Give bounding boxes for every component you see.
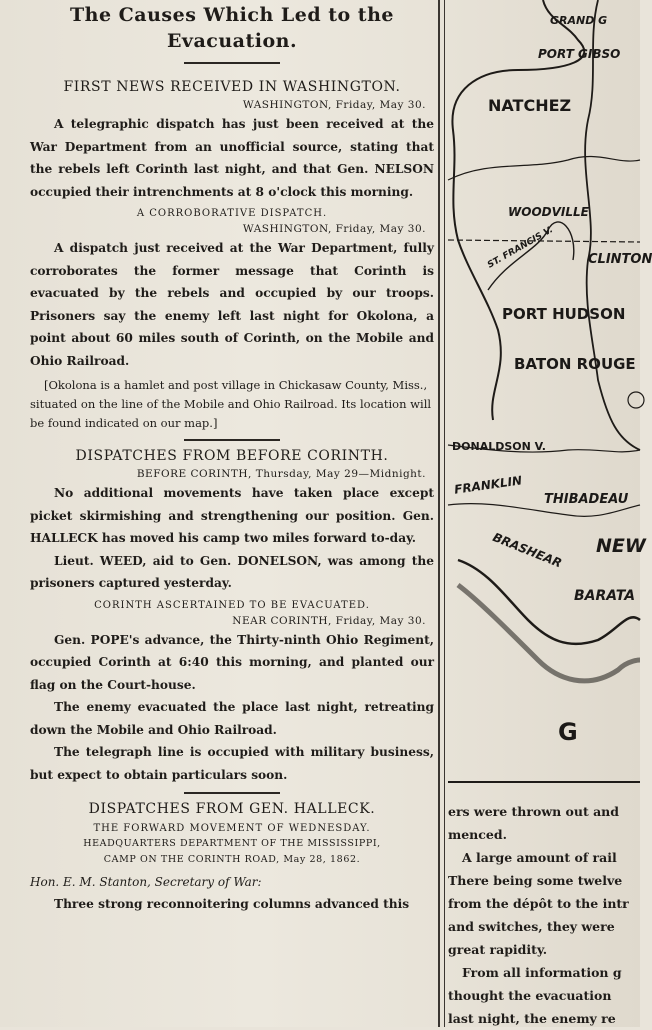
text-line: great rapidity. xyxy=(448,942,548,957)
paragraph: Gen. POPE's advance, the Thirty-ninth Ohio Regiment, occupied Corinth at 6:40 this morning, and planted our flag on the Court-house. xyxy=(30,632,434,692)
map-label: PORT HUDSON xyxy=(502,305,626,323)
section-first-news xyxy=(30,78,434,433)
paragraph: The enemy evacuated the place last night, retreating down the Mobile and Ohio Railroad. xyxy=(30,700,434,737)
paragraph: Lieut. WEED, aid to Gen. DONELSON, was among the prisoners captured yesterday. xyxy=(30,553,434,590)
text-line: There being some twelve xyxy=(448,873,623,888)
paragraph: A dispatch just received at the War Department, fully corroborates the former message that Corinth is evacuated by the rebels and occupied by our troops. Prisoners say the enemy left last night for Okolona, a point about 60 miles south of Corinth, on the Mobile and Ohio Railroad. xyxy=(30,241,434,368)
map-label: BARATA xyxy=(574,588,636,604)
headline-line-1: The Causes Which Led to the xyxy=(70,4,394,26)
paragraph: The telegraph line is occupied with military business, but expect to obtain particulars soon. xyxy=(30,745,434,782)
text-line: thought the evacuation xyxy=(448,988,612,1003)
section-halleck xyxy=(30,800,434,916)
article-column xyxy=(30,0,434,1027)
map-label: BRASHEAR xyxy=(490,530,564,571)
headline-line-2: Evacuation. xyxy=(166,30,298,52)
map-label: DONALDSON V. xyxy=(452,440,546,453)
headquarters-line: CAMP ON THE CORINTH ROAD, May 28, 1862. xyxy=(103,854,361,865)
editor-note: [Okolona is a hamlet and post village in Chickasaw County, Miss., situated on the line of the Mobile and Ohio Railroad. Its location will be found indicated on our map.] xyxy=(30,378,432,430)
sub-heading: THE FORWARD MOVEMENT OF WEDNESDAY. xyxy=(93,823,371,834)
column-rule xyxy=(438,0,440,1027)
map-label: BATON ROUGE xyxy=(514,355,636,373)
text-line: and switches, they were xyxy=(448,919,615,934)
state-border xyxy=(448,240,640,242)
map-label: WOODVILLE xyxy=(508,205,589,219)
section-rule xyxy=(184,439,280,441)
paragraph: Three strong reconnoitering columns advanced this xyxy=(54,897,410,911)
dateline: WASHINGTON, Friday, May 30. xyxy=(242,99,426,111)
salutation: Hon. E. M. Stanton, Secretary of War: xyxy=(30,875,262,889)
text-line: from the dépôt to the intr xyxy=(448,896,629,911)
dateline: NEAR CORINTH, Friday, May 30. xyxy=(232,614,426,627)
map-label: ST. FRANCIS V. xyxy=(486,225,555,271)
map-illustration xyxy=(448,0,640,796)
text-line: ers were thrown out and xyxy=(448,804,619,819)
headline xyxy=(30,2,434,54)
section-title: DISPATCHES FROM GEN. HALLECK. xyxy=(88,801,376,817)
map-label: THIBADEAU xyxy=(544,492,629,507)
map-label: NATCHEZ xyxy=(488,96,572,115)
sub-heading: A CORROBORATIVE DISPATCH. xyxy=(136,208,328,219)
map-label: CLINTON xyxy=(588,252,652,267)
paragraph: No additional movements have taken place except picket skirmishing and strengthening our position. Gen. HALLECK has moved his camp two miles forward to-day. xyxy=(30,486,434,545)
map-label: NEW xyxy=(596,535,646,557)
boundary-line xyxy=(448,156,640,180)
dateline: BEFORE CORINTH, Thursday, May 29—Midnight. xyxy=(136,468,426,480)
text-line: A large amount of rail xyxy=(462,850,617,865)
column-rule xyxy=(444,0,445,1027)
sub-heading: CORINTH ASCERTAINED TO BE EVACUATED. xyxy=(94,599,370,611)
map-label: G xyxy=(558,718,578,746)
headquarters-line: HEADQUARTERS DEPARTMENT OF THE MISSISSIPPI, xyxy=(83,838,381,849)
river-line xyxy=(585,0,640,450)
lake-outline xyxy=(628,392,644,408)
text-line: menced. xyxy=(448,827,507,842)
text-line: last night, the enemy re xyxy=(448,1011,616,1026)
map-label: GRAND G xyxy=(550,14,608,27)
dateline: WASHINGTON, Friday, May 30. xyxy=(242,223,426,235)
map-label: FRANKLIN xyxy=(453,473,523,497)
section-before-corinth xyxy=(30,447,434,786)
headline-rule xyxy=(184,62,280,64)
map-label: PORT GIBSO xyxy=(538,47,621,61)
text-line: From all information g xyxy=(462,965,622,980)
section-title: FIRST NEWS RECEIVED IN WASHINGTON. xyxy=(63,79,401,95)
continued-article xyxy=(448,800,640,1030)
section-title: DISPATCHES FROM BEFORE CORINTH. xyxy=(75,448,389,464)
section-rule xyxy=(184,792,280,794)
paragraph: A telegraphic dispatch has just been received at the War Department from an unofficial source, stating that the rebels left Corinth last night, and that Gen. NELSON occupied their intrenchments at 8 o'clock this morning. xyxy=(30,117,434,199)
map-column xyxy=(448,0,652,1027)
